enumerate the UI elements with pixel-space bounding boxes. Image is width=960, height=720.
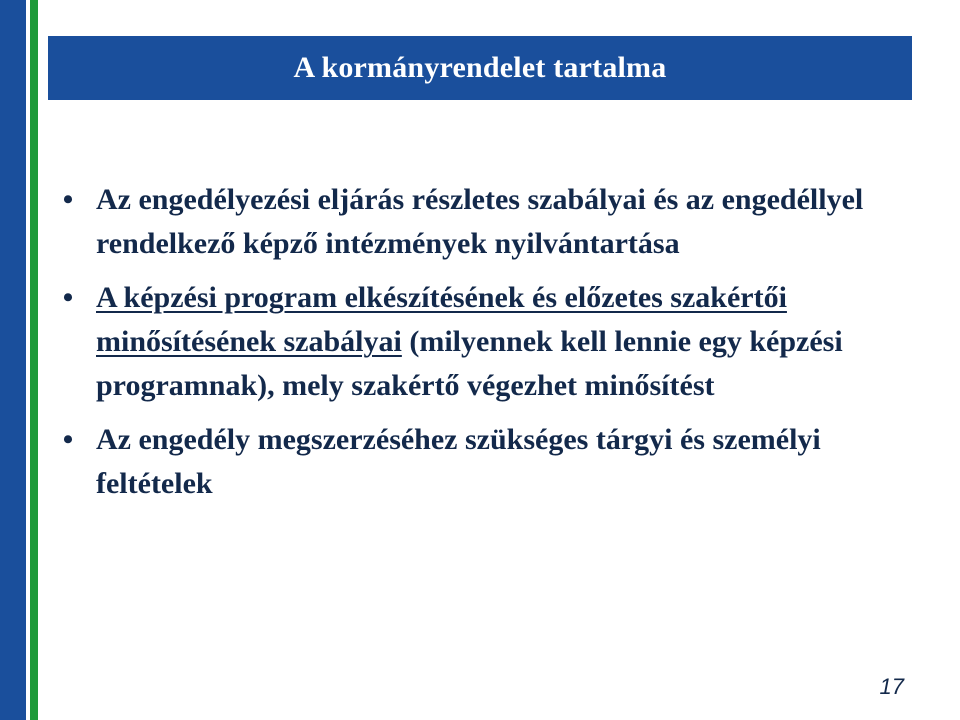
left-green-bar bbox=[30, 0, 38, 720]
bullet-text: (milyennek kell lennie egy képzési programnak), mely szakértő végezhet minősítést bbox=[96, 325, 843, 402]
left-blue-bar bbox=[0, 0, 26, 720]
bullet-item-2 bbox=[58, 276, 898, 408]
bullet-dot-icon: • bbox=[62, 423, 74, 456]
slide-title: A kormányrendelet tartalma bbox=[293, 51, 667, 84]
bullet-underlined-text: A képzési program elkészítésének és előzetes szakértői minősítésének szabályai bbox=[96, 281, 787, 358]
bullet-text: Az engedély megszerzéséhez szükséges tárgyi és személyi feltételek bbox=[96, 423, 821, 500]
bullet-dot-icon: • bbox=[62, 281, 74, 314]
bullet-item-1 bbox=[58, 178, 898, 266]
bullet-text: Az engedélyezési eljárás részletes szabályai és az engedéllyel rendelkező képző intézmények nyilvántartása bbox=[96, 183, 864, 260]
page-number: 17 bbox=[879, 674, 904, 699]
bullet-dot-icon: • bbox=[62, 183, 74, 216]
bullet-item-3 bbox=[58, 418, 898, 506]
bullet-list bbox=[58, 178, 898, 516]
title-banner bbox=[48, 36, 912, 100]
